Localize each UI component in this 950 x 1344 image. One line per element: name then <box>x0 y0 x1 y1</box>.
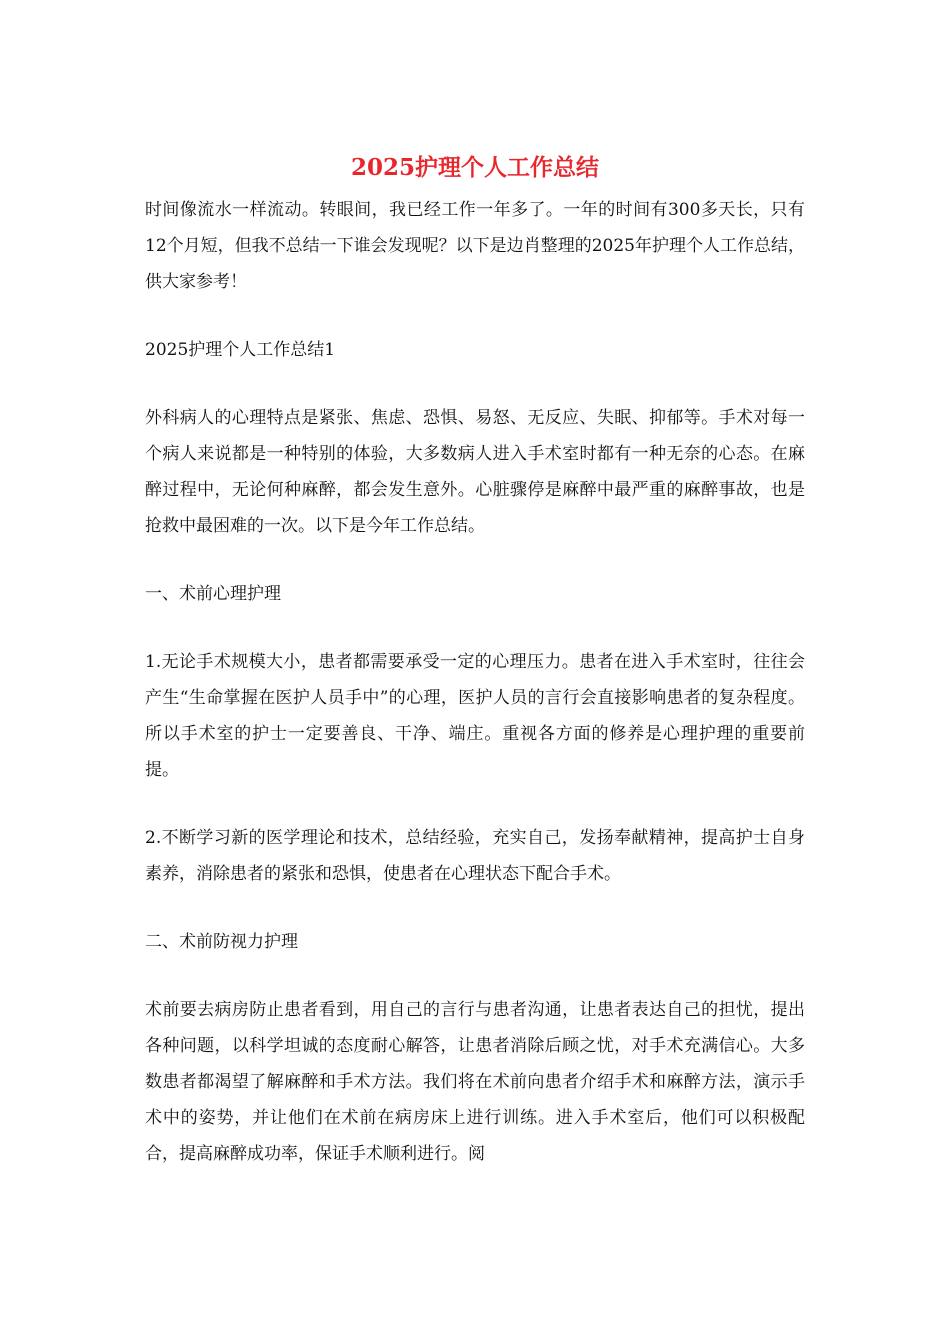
body-paragraph: 2.不断学习新的医学理论和技术，总结经验，充实自己，发扬奉献精神，提高护士自身素养，消除患者的紧张和恐惧，使患者在心理状态下配合手术。 <box>145 828 805 884</box>
body-paragraph: 外科病人的心理特点是紧张、焦虑、恐惧、易怒、无反应、失眠、抑郁等。手术对每一个病人来说都是一种特别的体验，大多数病人进入手术室时都有一种无奈的心态。在麻醉过程中，无论何种麻醉，都会发生意外。心脏骤停是麻醉中最严重的麻醉事故，也是抢救中最困难的一次。以下是今年工作总结。 <box>145 408 805 536</box>
body-paragraph: 术前要去病房防止患者看到，用自己的言行与患者沟通，让患者表达自己的担忧，提出各种问题，以科学坦诚的态度耐心解答，让患者消除后顾之忧，对手术充满信心。大多数患者都渴望了解麻醉和手术方法。我们将在术前向患者介绍手术和麻醉方法，演示手术中的姿势，并让他们在术前在病房床上进行训练。进入手术室后，他们可以积极配合，提高麻醉成功率，保证手术顺利进行。阅 <box>145 1000 805 1164</box>
intro-paragraph: 时间像流水一样流动。转眼间，我已经工作一年多了。一年的时间有300多天长，只有12个月短，但我不总结一下谁会发现呢？以下是边肖整理的2025年护理个人工作总结，供大家参考！ <box>145 200 805 292</box>
subsection-heading: 一、术前心理护理 <box>145 584 281 604</box>
subsection-heading: 二、术前防视力护理 <box>145 932 298 952</box>
section-heading: 2025护理个人工作总结1 <box>145 340 336 360</box>
body-paragraph: 1.无论手术规模大小，患者都需要承受一定的心理压力。患者在进入手术室时，往往会产生“生命掌握在医护人员手中”的心理，医护人员的言行会直接影响患者的复杂程度。所以手术室的护士一定要善良、干净、端庄。重视各方面的修养是心理护理的重要前提。 <box>145 652 805 780</box>
document-title: 2025护理个人工作总结 <box>350 154 599 181</box>
document-body <box>145 192 805 1172</box>
